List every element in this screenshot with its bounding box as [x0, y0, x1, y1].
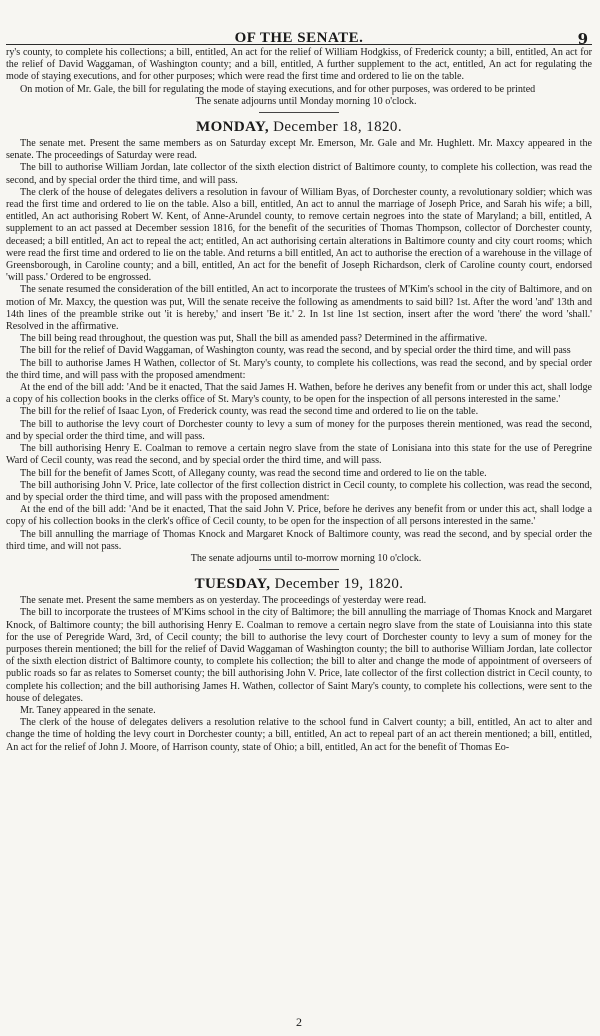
tuesday-section: [6, 595, 592, 754]
paragraph: The senate met. Present the same members as on yesterday. The proceedings of yesterday were read.: [20, 595, 427, 607]
page-number: 9: [577, 30, 588, 48]
paragraph: Mr. Taney appeared in the senate.: [20, 704, 156, 716]
section-heading-monday: [6, 119, 592, 136]
paragraph: At the end of the bill add: 'And be it enacted, That the said James H. Wathen, before he derives any benefit from or under this act, shall lodge a copy of his collection books in the clerks office of St. Mary's county, to be open for the inspection of all persons interested in the same.': [6, 382, 592, 406]
adjournment-note: The senate adjourns until to-morrow morning 10 o'clock.: [190, 552, 422, 564]
signature-mark: 2: [296, 1015, 302, 1029]
section-heading-tuesday: [6, 576, 592, 593]
top-section: [6, 47, 592, 108]
paragraph: The senate resumed the consideration of the bill entitled, An act to incorporate the trustees of M'Kim's school in the city of Baltimore, and on motion of Mr. Maxcy, the question was put, Will the senate receive the following as amendments to said bill? 1st. After the word 'and' 13th and 14th lines of the preamble strike out 'it is hereby,' and insert 'Be it.' 2. In 1st line 1st section, insert after the word 'there' the word 'shall.' Resolved in the affirmative.: [6, 284, 592, 333]
heading-date: December 18, 1820.: [273, 119, 402, 136]
paragraph: The bill for the benefit of James Scott, of Allegany county, was read the second time and ordered to lie on the table.: [20, 467, 487, 479]
page-title: OF THE SENATE.: [234, 30, 364, 46]
paragraph: At the end of the bill add: 'And be it enacted, That the said John V. Price, before he derives any benefit from or under this act, shall lodge a copy of his collection books in the clerk's office of Cecil county, to be open for the inspection of all persons interested in the same.': [6, 504, 592, 528]
paragraph: ry's county, to complete his collections; a bill, entitled, An act for the relief of William Hodgkiss, of Frederick county; a bill, entitled, An act for the relief of David Waggaman, of Washington county; and a bill, entitled, A further supplement to the act, entitled, An act for regulating the mode of staying executions, and for other purposes; which were read the first time and ordered to lie on the table.: [6, 47, 592, 83]
paragraph: The bill to incorporate the trustees of M'Kims school in the city of Baltimore; the bill annulling the marriage of Thomas Knock and Margaret Knock, of Baltimore county; the bill authorising Henry E. Coalman to remove a certain negro slave from the state of Louisianna into this state for the use of Peregride Ward, 3rd, of Cecil county; the bill to authorise the levy court of Dorchester county to levy a sum of money for the purposes therein mentioned; the bill for the relief of David Waggaman of Washington county; the bill to authorise William Jordan, late collector of the sixth election district of Baltimore county, to complete his collection; the bill to alter and change the mode of appointment of overseers of public roads so far as relates to Somerset county; the bill authorising John V. Price, late collector of the first collection district in Cecil county, to complete his collection; and the bill authorising James H. Wathen, collector of Saint Mary's county, to complete his collections, were sent to the house of delegates.: [6, 607, 592, 704]
paragraph: The bill to authorise William Jordan, late collector of the sixth election district of Baltimore county, to complete his collection, was read the second, and by special order the third time, and will pass.: [6, 162, 592, 186]
adjournment-note: The senate adjourns until Monday morning 10 o'clock.: [195, 95, 417, 107]
document-page: [6, 0, 592, 1036]
paragraph: The bill being read throughout, the question was put, Shall the bill as amended pass? Determined in the affirmative.: [20, 333, 488, 345]
section-divider: [259, 569, 339, 570]
monday-section: [6, 138, 592, 565]
heading-day: TUESDAY,: [194, 576, 271, 593]
section-divider: [259, 112, 339, 113]
paragraph: The clerk of the house of delegates delivers a resolution relative to the school fund in Calvert county; a bill, entitled, An act to alter and change the time of holding the levy court in Dorchester county; a bill, entitled, An act to repeal part of an act therein mentioned; a bill, entitled, An act for the relief of John J. Moore, of Harrison county, state of Ohio; a bill, entitled, An act for the benefit of Thomas Eo-: [6, 717, 592, 753]
heading-day: MONDAY,: [196, 119, 269, 136]
paragraph: The bill for the relief of Isaac Lyon, of Frederick county, was read the second time and ordered to lie on the table.: [20, 406, 479, 418]
paragraph: On motion of Mr. Gale, the bill for regulating the mode of staying executions, and for other purposes, was ordered to be printed: [20, 83, 536, 95]
paragraph: The bill authorising John V. Price, late collector of the first collection district in Cecil county, to complete his collection, was read the second, and by special order the third time, and will pass with the proposed amendment:: [6, 479, 592, 503]
paragraph: The bill authorising Henry E. Coalman to remove a certain negro slave from the state of Lonisiana into this state for the use of Peregrine Ward of Cecil county, was read the second, and by special order the third time, and will pass.: [6, 443, 592, 467]
paragraph: The bill for the relief of David Waggaman, of Washington county, was read the second, and by special order the third time, and will pass: [20, 345, 571, 357]
heading-date: December 19, 1820.: [274, 576, 404, 593]
paragraph: The bill to authorise James H Wathen, collector of St. Mary's county, to complete his collections, was read the second, and by special order the third time, and will pass with the proposed amendment:: [6, 357, 592, 381]
paragraph: The clerk of the house of delegates delivers a resolution in favour of William Byas, of Dorchester county, a revolutionary soldier; which was read the first time and ordered to lie on the table. Also a bill, entitled, An act to annul the marriage of Joseph Price, and Sarah his wife; a bill, entitled, An act authorising Robert W. Kent, of Anne-Arundel county, to remove certain negroes into the state of Maryland; a bill, entitled, A supplement to an act passed at December session 1816, for the benefit of the securities of Thomas Thompson, collector of Dorchester county, deceased; a bill entitled, An act to repeal the act; entitled, An act authorising certain alterations in Baltimore county and city court rooms; which were read the first time and ordered to lie on the table. And returns a bill entitled, An act to authorise the erection of a warehouse in the village of Greensborough, in Caroline county; and a bill, entitled, An act for the benefit of Joseph Richardson, clerk of Caroline county court, endorsed 'will pass.' Ordered to be engrossed.: [6, 186, 592, 284]
paragraph: The bill to authorise the levy court of Dorchester county to levy a sum of money for the purposes therein mentioned, was read the second, and by special order the third time, and will pass.: [6, 418, 592, 442]
paragraph: The bill annulling the marriage of Thomas Knock and Margaret Knock of Baltimore county, was read the second, and by special order the third time, and will not pass.: [6, 528, 592, 552]
page-header: [6, 0, 592, 48]
paragraph: The senate met. Present the same members as on Saturday except Mr. Emerson, Mr. Gale and Mr. Hughlett. Mr. Maxcy appeared in the senate. The proceedings of Saturday were read.: [6, 138, 592, 162]
